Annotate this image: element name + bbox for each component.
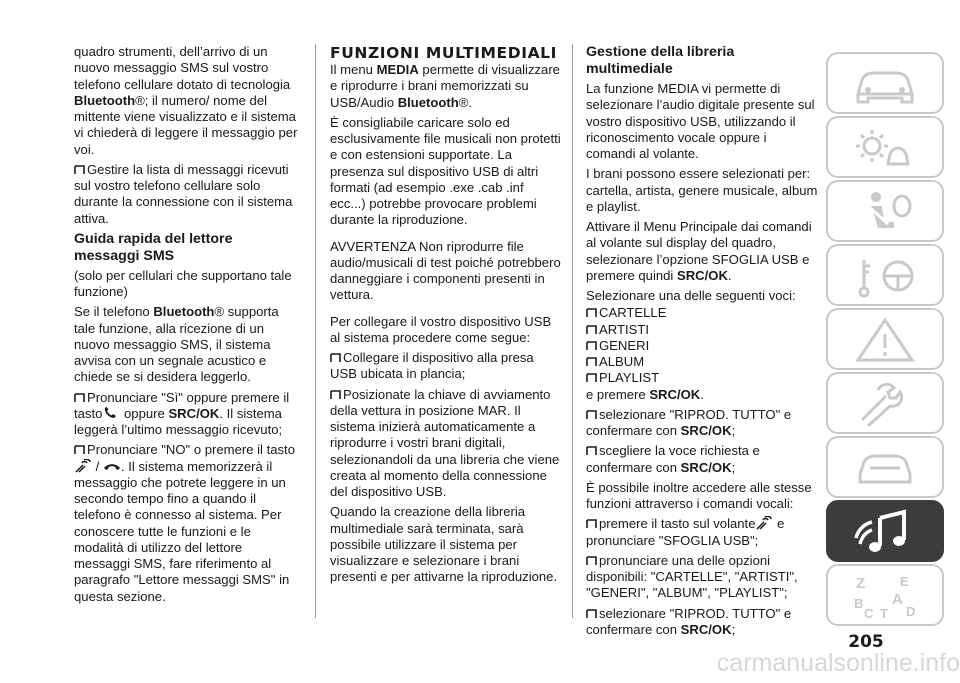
paragraph: È possibile inoltre accedere alle stesse funzioni attraverso i comandi vocali: xyxy=(586,479,812,511)
keyword: Bluetooth xyxy=(397,94,459,110)
keyword: MEDIA xyxy=(376,62,419,77)
list-item: CARTELLE xyxy=(586,305,818,321)
paragraph: quadro strumenti, dell’arrivo di un nuovo messaggio SMS sul vostro telefono cellulare dotato di tecnologia Bluetooth®; il numero/ nome del mittente viene visualizzato e il sistema vi chiederà di leggere il messaggio per voi. xyxy=(74,44,298,157)
chapter-tab-technical-data[interactable] xyxy=(826,436,944,498)
seatbelt-airbag-icon xyxy=(850,188,920,236)
bullet-item: Posizionate la chiave di avviamento della vettura in posizione MAR. Il sistema inizierà automaticamente a riprodurre i vostri brani digitali, selezionandoli da una libreria che viene creata al momento della connessione del dispositivo USB. xyxy=(330,386,560,499)
paragraph: Selezionare una delle seguenti voci: xyxy=(586,288,796,303)
paragraph: (solo per cellulari che supportano tale funzione) xyxy=(74,267,292,299)
paragraph: Quando la creazione della libreria multimediale sarà terminata, sarà possibile utilizzare il sistema per visualizzare e selezionare i brani presenti e per attivarne la riproduzione. xyxy=(330,504,558,585)
chapter-tab-safety[interactable] xyxy=(826,180,944,242)
bullet-icon xyxy=(586,308,597,318)
chapter-tab-starting[interactable] xyxy=(826,244,944,306)
paragraph: È consigliabile caricare solo ed esclusivamente file musicali non protetti e con estensioni supportate. La presenza sul dispositivo USB di altri formati (ad esempio .exe .cab .inf ecc...) potrebbe provocare problemi durante la riproduzione. xyxy=(330,114,561,228)
section-title: FUNZIONI MULTIMEDIALI xyxy=(330,44,558,62)
multimedia-icon xyxy=(850,508,920,556)
paragraph: Se il telefono Bluetooth® supporta tale funzione, alla ricezione di un nuovo messaggio SMS, il sistema avvisa con un segnale acustico e chiede se si desidera leggerlo. xyxy=(74,304,279,385)
voice-command-icon xyxy=(74,459,92,473)
bullet-icon xyxy=(586,341,597,351)
key-steering-wheel-icon xyxy=(850,252,920,300)
warning-paragraph: AVVERTENZA Non riprodurre file audio/musicali di test poiché potrebbero danneggiare i componenti presenti in vettura. xyxy=(330,238,561,303)
dashboard-lights-icon xyxy=(850,124,920,172)
bullet-icon xyxy=(586,410,597,420)
chapter-tab-index[interactable] xyxy=(826,564,944,626)
list-item: ARTISTI xyxy=(586,322,818,338)
index-letter: C xyxy=(864,606,874,620)
list-item: ALBUM xyxy=(586,354,818,370)
paragraph: Per collegare il vostro dispositivo USB al sistema procedere come segue: xyxy=(330,313,552,345)
bullet-icon xyxy=(586,357,597,367)
bullet-icon xyxy=(586,446,597,456)
keyword: SRC/OK xyxy=(168,405,220,421)
bullet-item: scegliere la voce richiesta e confermare con SRC/OK; xyxy=(586,443,760,475)
phone-reject-icon xyxy=(103,459,121,473)
column-divider xyxy=(315,44,316,618)
chapter-tab-emergency[interactable] xyxy=(826,308,944,370)
bullet-icon xyxy=(586,519,597,529)
bullet-item: Pronunciare "NO" o premere il tasto / . Il sistema memorizzerà il messaggio che potrete leggere in un secondo tempo fino a quando il telefono è connesso al sistema. Per conoscere tutte le funzioni e le modalità di utilizzo del lettore messaggi SMS, fare riferimento al paragrafo "Lettore messaggi SMS" in questa sezione. xyxy=(74,442,295,604)
paragraph: Attivare il Menu Principale dai comandi al volante sul display del quadro, selezionare l’opzione SFOGLIA USB e premere quindi SRC/OK. xyxy=(586,219,812,283)
chapter-tab-multimedia[interactable] xyxy=(826,500,944,562)
bullet-icon xyxy=(74,393,85,403)
keyword: Bluetooth xyxy=(153,304,215,320)
bullet-item: Collegare il dispositivo alla presa USB ubicata in plancia; xyxy=(330,350,534,382)
index-letter: A xyxy=(892,591,903,608)
index-letters-icon xyxy=(850,572,920,620)
text-column-3 xyxy=(586,44,818,642)
chapter-tab-vehicle[interactable] xyxy=(826,52,944,114)
bullet-icon xyxy=(330,390,341,400)
bullet-item: premere il tasto sul volante e pronunciare "SFOGLIA USB"; xyxy=(586,516,785,548)
paragraph: I brani possono essere selezionati per: cartella, artista, genere musicale, album e playlist. xyxy=(586,166,818,214)
bullet-icon xyxy=(74,445,85,455)
column-divider xyxy=(572,44,573,618)
keyword: SRC/OK xyxy=(676,267,728,283)
bullet-item: selezionare "RIPROD. TUTTO" e confermare con SRC/OK; xyxy=(586,605,792,637)
bullet-icon xyxy=(586,609,597,619)
index-letter: Z xyxy=(856,575,866,592)
bullet-icon xyxy=(586,556,597,566)
index-letter: B xyxy=(854,596,864,611)
section-subtitle: Gestione della libreria multimediale xyxy=(586,44,735,77)
chapter-tab-maintenance[interactable] xyxy=(826,372,944,434)
bullet-icon xyxy=(330,353,341,363)
section-subtitle: Guida rapida del lettore messaggi SMS xyxy=(74,230,233,264)
text-column-2 xyxy=(330,44,562,590)
index-letter: E xyxy=(900,574,909,589)
paragraph: La funzione MEDIA vi permette di selezionare l’audio digitale presente sul vostro dispositivo USB, utilizzando il riconoscimento vocale oppure i comandi al volante. xyxy=(586,81,815,161)
bullet-item: Gestire la lista di messaggi ricevuti sul vostro telefono cellulare solo durante la connessione con il sistema attiva. xyxy=(74,161,293,226)
bullet-icon xyxy=(74,165,85,175)
bullet-item: selezionare "RIPROD. TUTTO" e confermare con SRC/OK; xyxy=(586,406,792,438)
keyword: Bluetooth xyxy=(74,92,136,108)
keyword: SRC/OK xyxy=(680,621,732,637)
keyword: SRC/OK xyxy=(680,423,732,438)
list-item: GENERI xyxy=(586,338,818,354)
index-letter: T xyxy=(880,606,888,620)
bullet-icon xyxy=(586,373,597,383)
warning-triangle-icon xyxy=(850,316,920,364)
bullet-item: Pronunciare "Sì" oppure premere il tasto oppure SRC/OK. Il sistema leggerà l’ultimo messaggio ricevuto; xyxy=(74,389,290,437)
paragraph: Il menu MEDIA permette di visualizzare e riprodurre i brani memorizzati su USB/Audio Bluetooth®. xyxy=(330,62,560,110)
index-letter: D xyxy=(906,604,916,619)
bullet-item: pronunciare una delle opzioni disponibili: "CARTELLE", "ARTISTI", "GENERI", "ALBUM", "PLAYLIST"; xyxy=(586,552,798,601)
page-number: 205 xyxy=(848,632,884,652)
list-item: PLAYLIST xyxy=(586,370,818,386)
chapter-tab-dashboard[interactable] xyxy=(826,116,944,178)
footer-watermark: carmanualsonline.info xyxy=(716,649,960,677)
phone-answer-icon xyxy=(102,406,120,420)
voice-command-icon xyxy=(755,516,773,530)
car-outline-icon xyxy=(850,60,920,108)
keyword: SRC/OK xyxy=(680,459,732,475)
maintenance-wrench-icon xyxy=(850,380,920,428)
paragraph: e premere SRC/OK. xyxy=(586,386,704,402)
bullet-icon xyxy=(586,325,597,335)
car-specs-icon xyxy=(850,444,920,492)
text-column-1 xyxy=(74,44,300,609)
keyword: SRC/OK xyxy=(649,386,701,402)
